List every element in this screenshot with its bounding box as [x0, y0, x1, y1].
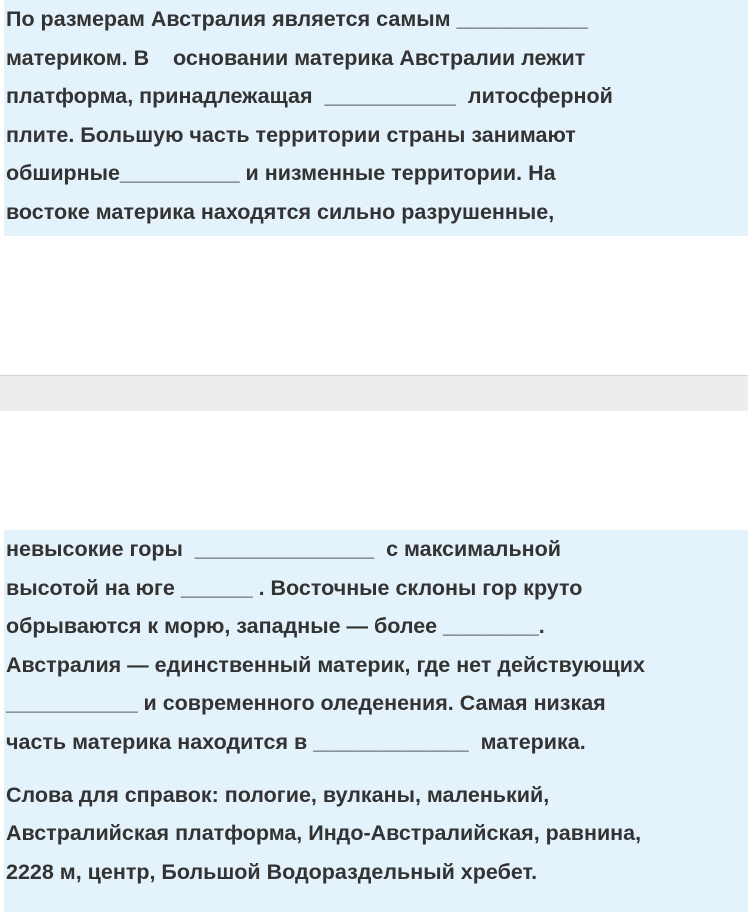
- text-block-bottom: [4, 530, 748, 912]
- text-line: высотой на юге ______ . Восточные склоны гор круто: [6, 575, 583, 600]
- text-line: По размерам Австралия является самым ___________: [6, 7, 589, 31]
- page-separator: [0, 375, 748, 411]
- reference-words-line: Слова для справок: пологие, вулканы, маленький,: [6, 782, 550, 807]
- text-line: обрываются к морю, западные — более ________.: [6, 614, 545, 639]
- reference-words-line: Австралийская платформа, Индо-Австралийская, равнина,: [6, 821, 642, 846]
- text-line: востоке материка находятся сильно разрушенные,: [6, 199, 555, 224]
- text-line: часть материка находится в _____________ материка.: [6, 729, 586, 754]
- text-line: обширные__________ и низменные территории. На: [6, 161, 556, 186]
- text-line: невысокие горы _______________ с максимальной: [6, 537, 562, 561]
- text-line: платформа, принадлежащая ___________ литосферной: [6, 84, 613, 109]
- text-line: плите. Большую часть территории страны занимают: [6, 122, 576, 147]
- paragraph-gap: [6, 762, 748, 776]
- text-block-top: [4, 0, 748, 236]
- text-line: Австралия — единственный материк, где нет действующих: [6, 652, 645, 677]
- text-line: ___________ и современного оледенения. Самая низкая: [6, 691, 606, 716]
- text-line: материком. В основании материка Австралии лежит: [6, 45, 586, 70]
- reference-words-line: 2228 м, центр, Большой Водораздельный хребет.: [6, 859, 538, 884]
